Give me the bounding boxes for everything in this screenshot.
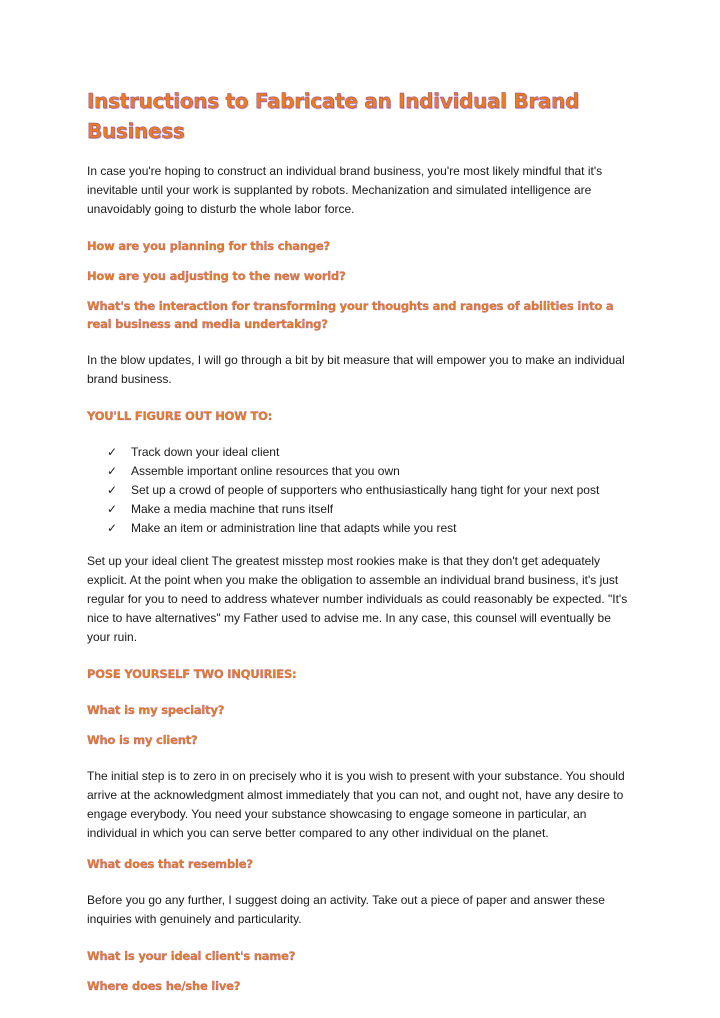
check-icon: ✓ (107, 502, 118, 516)
question-heading-resemble: What does that resemble? (87, 857, 253, 871)
question-heading-planning: How are you planning for this change? (87, 239, 330, 253)
check-icon: ✓ (107, 445, 118, 459)
checklist-item-text: Track down your ideal client (131, 445, 280, 459)
question-heading-client-location: Where does he/she live? (87, 979, 241, 993)
ideal-client-paragraph: Set up your ideal client The greatest misstep most rookies make is that they don't get adequately explicit. At the point when you make the obligation to assemble an individual brand business, it's just regular for you to need to address whatever number individuals as could reasonably be expected. "It's nice to have alternatives" my Father used to advise me. In any case, this counsel will eventually be your ruin. (87, 554, 628, 644)
checklist-item (107, 500, 635, 519)
checklist-item-text: Make a media machine that runs itself (131, 502, 334, 516)
checklist-item-text: Make an item or administration line that adapts while you rest (131, 521, 457, 535)
checklist-item (107, 519, 635, 538)
check-icon: ✓ (107, 521, 118, 535)
checklist-item (107, 481, 635, 500)
document-title: Instructions to Fabricate an Individual Brand Business (87, 89, 580, 143)
question-heading-adjusting: How are you adjusting to the new world? (87, 269, 346, 283)
check-icon: ✓ (107, 464, 118, 478)
checklist-item (107, 443, 635, 462)
section-heading-pose: POSE YOURSELF TWO INQUIRIES: (87, 667, 297, 681)
checklist (87, 443, 635, 538)
initial-step-paragraph: The initial step is to zero in on precisely who it is you wish to present with your substance. You should arrive at the acknowledgment almost immediately that you can not, and ought not, have any desire to engage everybody. You need your substance showcasing to engage someone in particular, an individual in which you can serve better compared to any other individual on the planet. (87, 769, 625, 840)
section-heading-figure-out: YOU'LL FIGURE OUT HOW TO: (87, 409, 273, 423)
updates-paragraph: In the blow updates, I will go through a bit by bit measure that will empower you to make an individual brand business. (87, 353, 625, 386)
question-heading-client-name: What is your ideal client's name? (87, 949, 296, 963)
checklist-item-text: Set up a crowd of people of supporters who enthusiastically hang tight for your next post (131, 483, 600, 497)
document-page (87, 86, 635, 995)
question-heading-interaction: What's the interaction for transforming your thoughts and ranges of abilities into a real business and media undertaking? (87, 299, 614, 331)
question-heading-specialty: What is my specialty? (87, 703, 225, 717)
checklist-item-text: Assemble important online resources that you own (131, 464, 400, 478)
check-icon: ✓ (107, 483, 118, 497)
checklist-item (107, 462, 635, 481)
activity-paragraph: Before you go any further, I suggest doing an activity. Take out a piece of paper and answer these inquiries with genuinely and particularity. (87, 893, 605, 926)
intro-paragraph: In case you're hoping to construct an individual brand business, you're most likely mindful that it's inevitable until your work is supplanted by robots. Mechanization and simulated intelligence are unavoidably going to disturb the whole labor force. (87, 164, 603, 216)
question-heading-client: Who is my client? (87, 733, 198, 747)
